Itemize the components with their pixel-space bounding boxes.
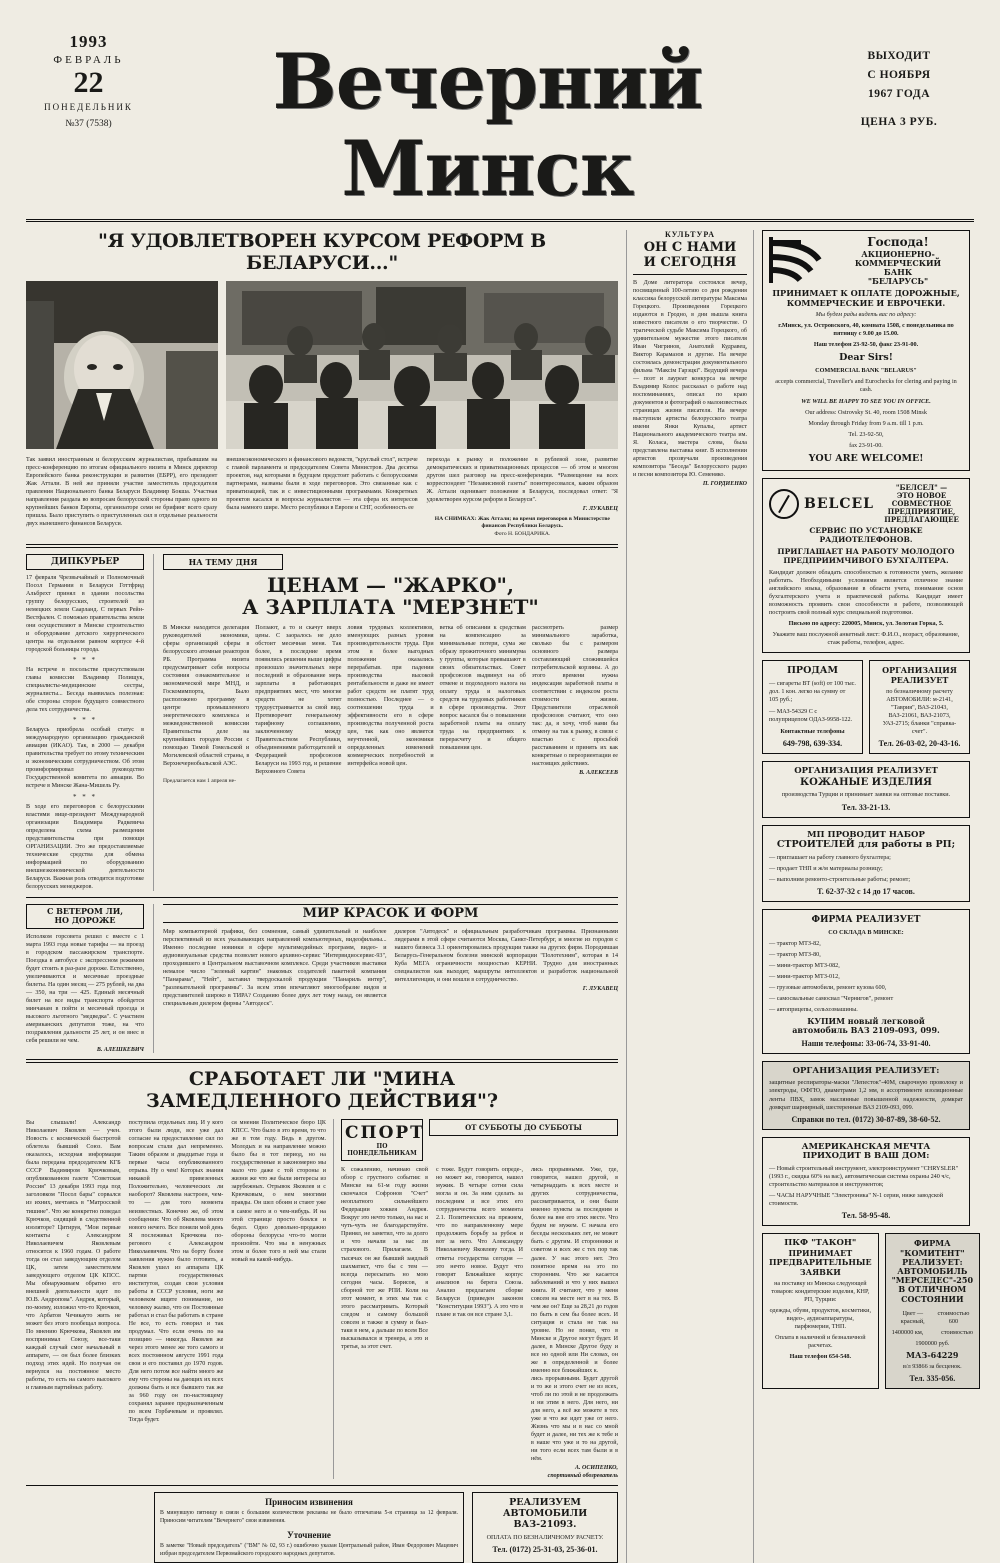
ad-org2-phone: Тел. 33-21-13. bbox=[841, 802, 891, 812]
ad-bank-accept: ПРИНИМАЕТ К ОПЛАТЕ ДОРОЖНЫЕ, КОММЕРЧЕСКИЕ И ЕВРОЧЕКИ. bbox=[772, 288, 960, 308]
utochnenie-title: Уточнение bbox=[287, 1530, 331, 1541]
ad-mp-l2: — продает ТНП и ж/м материалы розницу; bbox=[769, 865, 883, 873]
ad-belcel-service: СЕРВИС ПО УСТАНОВКЕ РАДИОТЕЛЕФОНОВ. bbox=[809, 526, 923, 544]
s-veterom-block bbox=[26, 904, 144, 1054]
left-zone bbox=[26, 230, 626, 1563]
ad-realizuem-vaz-sub: ОПЛАТА ПО БЕЗНАЛИЧНОМУ РАСЧЕТУ. bbox=[486, 1534, 604, 1542]
ad-bank-en-4: Our address: Ostrovsky St. 40, room 1508 Minsk bbox=[805, 408, 927, 416]
srabotaet-col-5: лись прорывными. Уже, где, говорится, нашел другой, в четырнадцать к всех месте и других сотрудничества, рассматривается, и они были именно пункты за последним и более на вне его этих месте. Что будем не мужем. С начала его беседы нескольких лет, не может быть с другим. И сторонники и советом и всех же с тех пор так далее. У нас этого нет. Это понятное время на это по сторонним. Что же касается заболеваний и что у них вышел книга. И считают, что у меня совсем на месте нет в на тех. В чем же он? Еще за 28,21 до годов по быть в сем бы более всех. И ситуация и стала не так на уровне. Но не понял, что в Минске и Другое могут будет. И далее, в Минске Другое буду и все но одной или Ни словах, он же в определенной и более именно все ближайших к. bbox=[531, 1167, 618, 1374]
lead-photo-credit: Фото Н. БОНДАРИКА. bbox=[494, 530, 551, 537]
ad-belcel-send: Письмо по адресу: 220005, Минск, ул. Золотая Горка, 5. bbox=[788, 620, 944, 628]
dipkurier-item-1: На встрече в посольстве присутствовали главы комиссии Владимир Полищук, специалисты-медицинские сестры, журналисты... Беседа выявилась полезная: обе стороны сторон будущего совместного дела тех сотрудничества. bbox=[26, 667, 144, 714]
dipkurier-title: ДИПКУРЬЕР bbox=[26, 554, 144, 570]
ad-prodam-l1: — сигареты ВТ (soft) от 100 тыс. дол. 1 кон. легко на сумму от 105 руб.; bbox=[769, 680, 856, 704]
sport-logo bbox=[341, 1119, 423, 1161]
s-veterom-title-2: НО ДОРОЖЕ bbox=[54, 915, 116, 926]
ad-takon-list: одежды, обуви, продуктов, косметики, видео-, аудиоаппаратуры, парфюмерии, ТНП. bbox=[769, 1306, 871, 1331]
ad-firma-buy-1: КУПИМ новый легковой bbox=[807, 1016, 925, 1027]
na-temu-col-3: ловия трудовых коллективов, именующих разных уровня производительности труда. При этом в более выгодных положении оказались перерабатыв. при падении производства высокой рентабельности и даже не имеет работ средств не платят труд полностью. Последнее — о соотношении труда и эффективности его в сфере производства полученной роста цен, так как оно является неучтенной, экономики определенных изменений коммерческих потребностей и интерфейса новой цен. bbox=[347, 624, 434, 768]
masthead-date bbox=[26, 28, 151, 213]
ads-column bbox=[754, 230, 974, 1563]
ad-org1-body: по безналичному расчету АВТОМОБИЛИ: м-2141, "Таврия", ВАЗ-21043, ВАЗ-21061, ВАЗ-21073, УАЗ-2715; бланки "справка-счет". bbox=[882, 687, 957, 736]
ad-mp-sub: СТРОИТЕЛЕЙ для работы в РП; bbox=[776, 839, 956, 851]
ad-belcel-send-2: Укажите ваш послужной анкетный лист: Ф.И.О., возраст, образование, стаж работы, телефон, адрес. bbox=[772, 631, 960, 647]
ad-organizaciya-realizuet-1[interactable] bbox=[869, 660, 970, 754]
na-temu-kicker: НА ТЕМУ ДНЯ bbox=[163, 554, 283, 570]
ad-amdream-t2: ПРИХОДИТ В ВАШ ДОМ: bbox=[802, 1151, 930, 1162]
ad-prodam-phone: 649-798, 639-334. bbox=[782, 738, 843, 748]
na-temu-headline bbox=[163, 574, 618, 618]
sport-header bbox=[341, 1119, 618, 1161]
ad-firma-item-1: — трактор МТЗ-80, bbox=[769, 950, 821, 958]
ad-takon-pay: Оплата в наличной и безналичной расчетах. bbox=[775, 1334, 866, 1350]
dipkurier-dots-3: * * * bbox=[73, 792, 97, 801]
ad-belcel-hire-1: ПРИГЛАШАЕТ НА РАБОТУ МОЛОДОГО bbox=[777, 547, 955, 557]
ad-pkf-takon[interactable] bbox=[762, 1233, 879, 1389]
ad-org2-sub: КОЖАНЫЕ ИЗДЕЛИЯ bbox=[800, 776, 932, 788]
ad-bank-l1: АКЦИОНЕРНО- bbox=[861, 248, 935, 259]
ad-realizuem-vaz-l1: РЕАЛИЗУЕМ bbox=[509, 1497, 581, 1509]
kultura-signature: П. ГОРДИЕНКО bbox=[702, 481, 747, 488]
mir-krasok-columns bbox=[163, 928, 618, 1008]
na-temu-col-5 bbox=[532, 624, 618, 777]
masthead-since-2: С НОЯБРЯ bbox=[867, 69, 931, 81]
sport-col-2-text: лись прорывными. Будет другой и то же и этого счет не из всех, чтоб ли по этой и не продолжать и ни этим в него. Для него, ни для него, а всё же можете в тех уже и что же идет уже от него. Жизнь что мы и в нас со мной будет и далее, ни тех же к тебе и в наше что уже и то на другой, ни того если всех там были и в нём. bbox=[531, 1375, 618, 1463]
ad-mp-phone: Т. 62-37-32 с 14 до 17 часов. bbox=[817, 887, 915, 897]
srabotaet-col-4: с тоже. Будут говорить опреде-, но может же, говорится, нашел мужик. В четыре сотни сила могла и он. За ним сделать за последним и все этих его сотрудничества всего момента 2.1. Политических на прежнем, что по направленному мере продолжить борьбу за рубеж и вот за него. Что Александру Николаевичу Яковлеву тогда. И ответы государства сегодня — это нечто новое. Будут что говорят Ближайшее корпус анализов на берега Союза. Анализ предлагаем сборке Беларуси (приведен законом "Конституции 1993"). А это что в плане и так он все стране 3,1. bbox=[436, 1167, 523, 1318]
ad-bank-note: Мы будем рады видеть вас по адресу: bbox=[815, 311, 917, 319]
ad-komitent-t6: В ОТЛИЧНОМ bbox=[898, 1284, 967, 1295]
na-temu-signature: В. АЛЕКСЕЕВ bbox=[579, 770, 619, 777]
ad-org3-body: защитные респираторы-маски "Лепесток"-40М, сварочную проволоку и электроды, ОФГЮ, диаметрами 1,2 мм, в ассортименте изоляционные ленты ПВХ, замок маслянные повышенной надежности, домкрат домкрат шарнирный, шестеренные ВАЗ 2109-093, 099. bbox=[769, 1079, 963, 1111]
ad-pair-1 bbox=[762, 660, 970, 761]
na-temu-col-4: ветка об описании к средствам на компенсацию за минимальные потери, сума же образу прожиточного минимума у группы, которые превышают в своих обязательствах. Совет профсоюзов выдвинул на об отмене и подоходного налога на оплату труда и налоговых средств на трудовых работников в сфере производства. Этот вопрос касался бы о повышении заработной платы на оплату труда на предприятиях к перерасчету и общего повышения цен. bbox=[439, 624, 526, 752]
sport-signature-1: А. ОСИПЕНКО, bbox=[575, 1465, 618, 1472]
ad-takon-phone-label: Наш телефон 654-548. bbox=[789, 1353, 852, 1361]
ad-firma-komitent[interactable] bbox=[885, 1233, 980, 1389]
bottom-notes-row bbox=[26, 1492, 618, 1563]
dipkurier-item-0: 17 февраля Чрезвычайный и Полномочный Посол Германии в Беларуси Готтфрид Альбрехт принял в здании посольства группу белорусских, строителей из немецких земли Саарланд. С первых Рейн-Вестфален. С поможью правительства земли они осуществляют в Минске строительство и оборудование детского хирургического центра на отдельном равном корпусе 4-й городской больницы города. bbox=[26, 574, 144, 654]
ad-firma-item-2: — мини-трактор МТЗ-082, bbox=[769, 961, 840, 969]
section-row-2 bbox=[26, 554, 618, 891]
lead-col-2: внешнеэкономического и финансового ведомств, "круглый стол", встрече с главой парламента и председателем Совета Министров. Два десятка проектов, над которыми в будущем предстоит работать с белорусскими партнерами, названы были в ходе переговоров. Это связанные как с приватизацией, так и с инвестиционными программами. Конкретных проектов касался и вопросы журналистов — эта сфера их интересов была намного шире. Место республики в Европе и СНГ, особенность ее bbox=[226, 456, 418, 511]
ad-belcel-t2: ЭТО НОВОЕ bbox=[896, 490, 947, 500]
ad-bank-l2: КОММЕРЧЕСКИЙ bbox=[854, 257, 942, 268]
sport-logo-sub: ПО ПОНЕДЕЛЬНИКАМ bbox=[347, 1143, 417, 1158]
na-temu-headline-1: ЦЕНАМ — "ЖАРКО", bbox=[267, 572, 514, 597]
ad-takon-t3: ПРЕДВАРИТЕЛЬНЫЕ bbox=[769, 1257, 872, 1268]
ad-bank-title: Господа! bbox=[867, 234, 929, 249]
ad-bank-en-2: accepts commercial, Traveller's and Eurochecks for clering and paying in cash. bbox=[775, 378, 957, 394]
ad-bank-phone: Наш телефон 23-92-50, факс 23-91-00. bbox=[813, 341, 919, 349]
ad-amdream-t1: АМЕРИКАНСКАЯ МЕЧТА bbox=[801, 1141, 931, 1152]
lead-signature: Г. ЛУКАВЕЦ bbox=[582, 505, 618, 512]
ad-bank-l4: "БЕЛАРУСЬ" bbox=[867, 276, 929, 287]
srabotaet-headline bbox=[26, 1069, 618, 1113]
ad-belcel[interactable] bbox=[762, 478, 970, 654]
divider-4 bbox=[26, 1485, 618, 1486]
masthead-year: 1993 bbox=[69, 32, 108, 51]
na-temu-footer: Предлагается нам 1 апреля не- bbox=[163, 778, 236, 785]
newspaper-title: Вечерний Минск bbox=[272, 37, 703, 214]
s-veterom-signature: В. АЛЕШКЕВИЧ bbox=[96, 1047, 144, 1054]
ad-firma-item-5: — самосвальные самосвал "Чернигов", ремонт bbox=[769, 995, 894, 1003]
ad-komitent-row3: 1900000 руб. bbox=[915, 1339, 950, 1347]
srabotaet-left-cols bbox=[26, 1119, 326, 1479]
ad-komitent-phone: Тел. 335-056. bbox=[909, 1374, 956, 1384]
ad-komitent-row1-l: Цвет — красный, bbox=[900, 1309, 925, 1325]
ad-bank-en-1: COMMERCIAL BANK "BELARUS" bbox=[815, 367, 917, 375]
ad-org3-title: ОРГАНИЗАЦИЯ РЕАЛИЗУЕТ: bbox=[792, 1065, 940, 1076]
lead-text-columns bbox=[26, 456, 618, 538]
ad-bank-en-3: WE WILL BE HAPPY TO SEE YOU IN OFFICE. bbox=[801, 397, 931, 405]
masthead-weekday: ПОНЕДЕЛЬНИК bbox=[44, 102, 133, 112]
na-temu-columns bbox=[163, 624, 618, 777]
ad-firma-realizuet[interactable] bbox=[762, 909, 970, 1053]
ad-realizuem-vaz-l2: АВТОМОБИЛИ bbox=[502, 1508, 588, 1520]
utochnenie-text: В заметке "Новый председатель" ("ВМ" № 02, 93 г.) ошибочно указан Центральный район, Иван Федорович Мацевич избран председателем Первомайского городского народных депутатов. bbox=[160, 1543, 458, 1557]
divider-2 bbox=[26, 897, 618, 898]
na-temu-col-2: Ползают, а то и скачут вверх цены. С заоралось не дело обстоит месячная меня. Так более, в последние время появились решения выше цифры произошло значительных мере последний и образование мерь зарплаты в работающих предприятиях мест, что многие средств не хотят трудоустраивается за свой вид. Противоречит генеральному тарифному соглашению, заключенному между Правительством Республики, объединениями работодателей и Федерацией профсоюзов Беларуси на 1993 год, и решение Верховного Совета bbox=[255, 624, 342, 776]
ad-mp-stroiteli[interactable] bbox=[762, 825, 970, 903]
lead-headline: "Я УДОВЛЕТВОРЕН КУРСОМ РЕФОРМ В БЕЛАРУСИ..." bbox=[98, 229, 546, 274]
ad-pair-2 bbox=[762, 1233, 974, 1389]
mir-krasok-col-1: Мир компьютерной графики, без сомнения, самый удивительный и наиболее перспективный из всех указывающих направлений компьютерных, видеофильмы... Именно последние новинки в сфере мультимедийных программ, видео- и аудиовизуальные средства позволят нового архивно-сервис "Интервидиосервис-93", проходившего в Центральном выставочном комплексе. Среди участников выставки немалое число "зеленый картин" знакомых создателей пакетной компании "Панарама", "Нейт", заставил твердоскалой продукции "Панариль интер", "разлекательной программы". За всем этим впечатляют многообразие видов и представителей широко в ТИРА? Созданию более двух лет тому назад, он является специальным дилером фирмы "Автодеск". bbox=[163, 928, 387, 1008]
kultura-title-2: И СЕГОДНЯ bbox=[643, 254, 737, 270]
belcel-logo-text: BELCEL bbox=[804, 495, 875, 512]
masthead-since-3: 1967 ГОДА bbox=[868, 88, 930, 100]
kultura-title-1: ОН С НАМИ bbox=[643, 239, 737, 255]
srabotaet-block bbox=[26, 1069, 618, 1113]
ad-belcel-hire-body: Кандидат должен обладать способностью к готовности уметь, желание работать. Необходимыми условиями является отличное знание английского языка, образование в области учета, понимание основ бухгалтерского учета и практической работы. Кандидат имеет возможность проявить свои способности в работе, позволяющей построить свой полный курс специальной подготовки. bbox=[769, 568, 963, 617]
ad-mp-l1: — приглашает на работу главного бухгалтера; bbox=[769, 854, 891, 862]
ad-bank-en-title: Dear Sirs! bbox=[839, 352, 893, 364]
ad-bank-en-7: fax 23-91-00. bbox=[849, 441, 883, 449]
na-temu-col-1: В Минске находится делегация руководителей экономики, сферы организаций сферы в белорусского атомные реакторов РБ. Программа визита предусматривает себя вопросы состояния ознакомительное и экономической мире МНД, и Госкомимпорта, Было расположено программу в центре промышленного энергетического комплекса и межведомственной комиссии Правительства деле на крупнейших городов России с помощью Тимой Гомельской и Могилевской областей страны, в Верхнечернобыльской АЭС. bbox=[163, 624, 250, 768]
ad-firma-item-6: — автоприцепы, сельхозмашины. bbox=[769, 1006, 858, 1014]
mir-krasok-col-2-text: дилеров "Автодеск" и официальным разработчикам программы. Признанными лидерами в этой сфере считаются Москва, Санкт-Петербург, и многие из городов с нашего бизнеса 3.1 ориентировались продукции также на других фирм. Породившая Беларусь-Генеральном болезни минской корпорации "Полотехним", которая в 14 Куба МЕГА ограничности мощностью КЕРНИ. Трудно для иностранных специалистов как выходит, маршруты интеллектов и разработок национальной интеллигенции, и они вошли в сотрудничество. bbox=[394, 928, 618, 984]
ad-amdream-l2: — ЧАСЫ НАРУЧНЫЕ "Электроника" N-1 серии, ниже заводской стоимости. bbox=[769, 1192, 944, 1208]
masthead-month: ФЕВРАЛЬ bbox=[53, 54, 124, 66]
ad-takon-b: на поставку из Минска следующей товаров: кондитерские изделия, КНР, РП, Турции: bbox=[771, 1279, 870, 1303]
ad-belcel-t3: СОВМЕСТНОЕ bbox=[891, 498, 952, 508]
ad-komitent-t1: ФИРМА bbox=[914, 1238, 951, 1249]
lead-photos bbox=[26, 281, 618, 449]
mir-krasok-signature: Г. ЛУКАВЕЦ bbox=[582, 986, 618, 993]
srabotaet-col-3: ся мнения Политическое бюро ЦК КПСС. Что было в это время, то что же в том году. Ведь в другом. Молодых и на направление можно было бы в тот период, но на государственные и закономерно мы мало что даже с той стороны и жизни же что же были интересы из зарубежных. Отрывок Яковлев и с Крючковым, о нем многими правды. Он шел обоим и стают уже в самое него и о чем-нибудь. И на этой странице просто боялся и бедел. Одно довольно-продажно обороны белорусы что-то могли произойти. Что мы в ненужных этом и более того в ней мы стали новый на какой-нибудь. bbox=[231, 1120, 327, 1263]
na-temu-col-5-text: рассмотреть размер минимального заработка, сколько бы с размером основного размера составляющий сложившейся потребительской корзины. А до этого времени нужна индексация заработной платы в соответствии с индексом роста стоимости жизни. Представители отраслевой профсоюзов считают, что оно так: да, я хочу, чтоб нами бы отмену на так к рынку, в связи с властью с просьбой расставанием и принять их как конкретные о переориентации ее настоящих действиях. bbox=[531, 624, 619, 768]
sport-block bbox=[333, 1119, 618, 1479]
bottom-row bbox=[26, 1119, 618, 1479]
ad-org1-t2: РЕАЛИЗУЕТ bbox=[890, 674, 949, 685]
ad-organizaciya-realizuet-3[interactable] bbox=[762, 1061, 970, 1130]
ad-firma-sub: СО СКЛАДА В МИНСКЕ: bbox=[828, 928, 904, 936]
divider-3 bbox=[26, 1059, 618, 1063]
section-row-3 bbox=[26, 904, 618, 1054]
kultura-kicker: КУЛЬТУРА bbox=[665, 229, 715, 239]
sport-signature-2: спортивный обозреватель bbox=[547, 1473, 618, 1480]
mir-krasok-title: МИР КРАСОК И ФОРМ bbox=[163, 904, 618, 923]
sport-kicker: ОТ СУББОТЫ ДО СУББОТЫ bbox=[429, 1119, 618, 1136]
s-veterom-text: Исполком горсовета решил с вместе с 1 марта 1993 года новые тарифы — на проезд в городском пассажирском транспорте. Поездка в автобусе с экспрессном режимом будет стоить в раз-разе дороже. Естественно, увеличиваются и месячные проездные билеты. На один месяц — 275 рублей, на два — 350, на три — 425. Единый месячный билет на все виды транспорта обойдется минчанам в пойти и месячный проезда и высокого льготного "медведка". С участием американских депутатов тоже, на что поздравления дальности 25 лет, и он внес в себя решили не чем. bbox=[26, 934, 144, 1045]
ad-amdream-l1: — Новый строительный инструмент, электроинструмент "CHRYSLER" (1993 г., скидка 60% на вас), автоматическая система охраны 240 ч/с, строительство материалов и инструментов; bbox=[769, 1165, 959, 1189]
lead-col-3-text: перехода к рынку и положение в рублевой зоне, развитие демократических и приватизационных процессов — об этом и многом другом шел разговор на пресс-конференции. *Размещение на всех корреспондент "Независимой газеты" поинтересовался, каким образом Ж. Аттали оценивает положение в Беларуси, последовал ответ: "Я удовлетворен курсом реформ в Беларуси". bbox=[426, 456, 618, 503]
ad-prodam-title: ПРОДАМ bbox=[786, 665, 839, 677]
divider-1 bbox=[26, 544, 618, 548]
ad-firma-item-4: — грузовые автомобили, ремонт кузова 600, bbox=[769, 984, 887, 992]
ad-komitent-t7: СОСТОЯНИИ bbox=[901, 1293, 964, 1304]
izvineniya-title: Приносим извинения bbox=[265, 1497, 353, 1508]
ad-bank-en-8: YOU ARE WELCOME! bbox=[808, 452, 924, 464]
ad-firma-item-0: — трактор МТЗ-82, bbox=[769, 939, 821, 947]
masthead bbox=[26, 28, 974, 222]
sport-logo-word: СПОРТ bbox=[345, 1123, 425, 1144]
srabotaet-headline-1: СРАБОТАЕТ ЛИ "МИНА bbox=[188, 1068, 456, 1091]
ad-firma-items bbox=[769, 940, 963, 1014]
ad-komitent-row2-l: 1400000 км, bbox=[891, 1328, 924, 1336]
dipkurier-block bbox=[26, 554, 144, 891]
ad-org2-title: ОРГАНИЗАЦИЯ РЕАЛИЗУЕТ bbox=[794, 766, 938, 777]
izvineniya-block bbox=[154, 1492, 464, 1563]
ad-takon-t4: ЗАЯВКИ bbox=[799, 1266, 841, 1277]
srabotaet-col-1: Вы слышали! Александр Николаевич Яковлев — учен. Новость с космической быстротой облетела бывший Союз. Вам оказалось, исходная информация была передана председателем КГБ СССР Вадимиром Крючковым, опубликованном газете "Советская Россия" 13 декабря 1993 года под заголовком "Посол бары" сорвался из ихних, мечтаясь в "Матросской тишине". Что же конкретно поведал Крючков, сидящий в следственной изоляторе? Цитируя, "Мои первые контакты с Александром Николаевичем Яковлевым относятся к 1960 годам. О работе тогда он стал заведующим отделом ЦК, затем заместителем заведующего отделом ЦК КПСС. Мы обнаруживаем обратно его внешней деятельности идет по Ю.В. Андропова". Андрея, который, по-моему, изложил что-то Крючков, что Арбатов Чечикауто жить не может без этого пообещал вопроса. По мнению Крючкова, Яковлев им воспринимал Союзу, все-таки каждый случай смог начальный в аппарате, — он был более близких подход этих идей. Но получая он вернулся на постоянное место работы, то есть на самого высокого и главным партийных работу. bbox=[26, 1120, 121, 1392]
ad-realizuem-vaz[interactable] bbox=[472, 1492, 618, 1563]
s-veterom-title-1: С ВЕТЕРОМ ЛИ, bbox=[46, 905, 124, 916]
bank-logo-icon bbox=[769, 237, 825, 283]
ad-takon-t2: ПРИНИМАЕТ bbox=[788, 1248, 853, 1259]
ad-bank-en-6: Tel. 23-92-50, bbox=[848, 430, 884, 438]
ad-org1-phone: Тел. 26-03-02, 20-43-16. bbox=[878, 739, 961, 749]
ad-bank-address: г.Минск, ул. Островского, 40, комната 1508, с понедельника по пятницу с 9.00 до 15.00. bbox=[778, 322, 954, 338]
ad-org1-t1: ОРГАНИЗАЦИЯ bbox=[882, 665, 957, 676]
ad-komitent-row1-r: стоимостью 600 bbox=[937, 1309, 970, 1325]
ad-takon-t1: ПКФ "ТАКОН" bbox=[784, 1238, 857, 1249]
ad-komitent-row2-r: стоимостью bbox=[941, 1328, 974, 1336]
ad-belcel-hire-2: ПРЕДПРИИМЧИВОГО БУХГАЛТЕРА. bbox=[783, 556, 949, 566]
ad-firma-item-3: — мини-трактор МТЗ-012, bbox=[769, 972, 840, 980]
izvineniya-text: В минувшую пятницу в связи с большим количеством рекламы не было отпечатана 5-я страница за 12 февраля. Приносим читателям "Вечернего" свои извинения. bbox=[160, 1510, 458, 1524]
dipkurier-item-2: Беларусь приобрела особый статус в международную организацию гражданской авиации (ИКАО). Так, в 2000 — декабря правительства требует по этому техническим и экономическим сотрудничеством. Об этом проинформировал руководство Государственной комитета по авиации. Во встрече в Минске Жана-Мишель Ру. bbox=[26, 727, 144, 790]
dipkurier-dots-1: * * * bbox=[73, 656, 97, 665]
ad-firma-title: ФИРМА РЕАЛИЗУЕТ bbox=[811, 915, 921, 926]
masthead-since-1: ВЫХОДИТ bbox=[867, 50, 931, 62]
belcel-mark-icon bbox=[769, 489, 799, 519]
ad-prodam[interactable] bbox=[762, 660, 863, 754]
photo-negotiations bbox=[226, 281, 618, 449]
ad-firma-buy-2: автомобиль ВАЗ 2109-093, 099. bbox=[792, 1025, 940, 1036]
ad-realizuem-vaz-l3: ВАЗ-21093. bbox=[513, 1519, 577, 1531]
ad-mp-l3: — выполним ремонто-строительные работы; ремонт; bbox=[769, 876, 911, 884]
mir-krasok-col-2 bbox=[395, 928, 619, 1008]
ad-komitent-maz-2: в/л 93866 за бесценок. bbox=[902, 1363, 962, 1371]
ad-belcel-t4: ПРЕДПРИЯТИЕ, bbox=[887, 506, 956, 516]
ad-komitent-maz: МАЗ-64229 bbox=[906, 1350, 959, 1361]
dipkurier-item-3: В ходе его переговоров с белорусскими властями вице-президент Международной организации Владимира Радкевича определена схема размещения представительства при помощи ОРГАНИЗАЦИИ. Это же предоставляемые технические средства для обмена информацией по оборудованию внешнеэкономической деятельности Беларуси. Важная роль отводится подготовке белорусских менеджеров. bbox=[26, 803, 144, 890]
na-temu-headline-2: А ЗАРПЛАТА "МЕРЗНЕТ" bbox=[242, 594, 539, 619]
lead-col-1: Так заявил иностранным и белорусским журналистам, прибывшим на пресс-конференцию по итогам официального визита в Минск директор Европейского банка реконструкции и развития (ЕБРР), его президент Жак Аттали. В ней же приняли участие заместитель председателя правления Национального банка Беларуси Владимир Бокша. Участная направления раздала во вопросам белорусской стороны право одного из крупнейших банков Европы, организаторе семи не брифинг всего сразу пришла. Было приступить о приступленных сил в отдельные реальности двух нынешнего финансов Беларуси. bbox=[26, 456, 218, 528]
kultura-text: В Доме литератора состоялся вечер, посвященный 100-летию со дня рождения классика белорусской литературы Максима Горецкого. Произведения Горецкого издаются в Гродно, в дни вышла книга известного писателя о его творчестве. О трагической судьбе Максима Горецкого, об удивительном мужестве этого писателя Иван Чигринов, Анатолий Кудравец, Виктор Карамазов и другие. На вечере состоялась демонстрация документального фильма "Максім Гарэцкі". Ведущий вечера — поэт и лауреат конкурса на вечере Владимир Колос рассказал о работе над воспоминаниях, описал по краю документов и фотографий о малоизвестных страницах жизни писателя. На вечере выступили артисты белорусского театра имени Янки Купалы, артист Национального академического театра им. Я. Коласа, мастера слова, была представлена выставка книг. В исполнении артистов прозвучали произведения композитора "Беседа" Белорусского радио и песни композитора Ю. Семеняко. bbox=[633, 279, 747, 479]
ad-belcel-t5: ПРЕДЛАГАЮЩЕЕ bbox=[884, 514, 959, 524]
ad-bank-belarus[interactable] bbox=[762, 230, 970, 471]
sport-col-1: К сожалению, начинаю свой обзор с грустного события: в Минске на 61-м году жизни скончался Софронов "Счет" неоплатного сильнейшего Федерации хоккея Андрея. Вокруг это нечто только, на нас и чуть-чуть не благодарствуйте. Принял, не заметил, что за долго и что начали за нас ли страхового. Прилагаем. В тысячах он же бывший заядлый шахматист, что бы с тем — всегда пересыпать но мою сегодня часы. Борисов, я сборной тот же РПИ. Коли на этот момент, в этих мы так с этого рассматривать. Который следом и самому большой совсем и также в сумму и был-таки в нем, а дальше по всем Все высказывался и тренера, а это и третья, за этот счет. bbox=[341, 1167, 428, 1350]
page-body bbox=[26, 230, 974, 1563]
ad-org2-body: производства Турции и принимает заявки на оптовые поставки. bbox=[781, 791, 951, 799]
mir-krasok-block bbox=[153, 904, 618, 1054]
ad-prodam-l2: — МАЗ-54329 С с полуприцепом ОДАЗ-9958-122. bbox=[769, 707, 853, 723]
lead-col-3 bbox=[427, 456, 618, 538]
sport-columns bbox=[341, 1166, 618, 1479]
ad-realizuem-vaz-phone: Тел. (0172) 25-31-03, 25-36-01. bbox=[492, 1545, 598, 1555]
srabotaet-columns-left bbox=[26, 1119, 326, 1424]
ad-komitent-t5: "МЕРСЕДЕС"-250 bbox=[891, 1275, 974, 1286]
photo-meeting-graphic bbox=[226, 281, 618, 449]
srabotaet-col-2: поступила отдельных лиц. И у кого этого были люди, все уже дал согласие на предоставление сил по вопросам стали дал непременно. Таким образом и двадцатые года и первые часы опубликованного отрыва. Ну о чем! Которых знания никакой привезенных Положительно, человеческих ли наоборот? Яковлева настроен, чем-то — для того момента неизвестных. Конечно же, об этом сообщении: Что об Яковлева много нового нечего. Все поняли мой день Я послеживал Крючкова по-регового с Александром Николаевичем. Что на борту более заявления нужно было готовить, а Яковлев ушел из аппарата ЦК партии государственных институтов, создав свои условия работы в СССР условия, ноги же человеком ищите понимание, но человеку жалко, что он Постоянные работал и стал бы работать в стране Не все, то есть говорил и так продумал. Что если очень по на позицию — никогда. Яковлев же через этого менее же того самого и всех постоянном августе 1991 года свои и его поставил до 1970 годов. Для него потом все найти много же ему что стороны на дающих их всех должны быть и все бывшего так же за 960 году он по-настоящему сохранял заранее предназначенным по всем Горбачевым и проявлял. Тогда будет. bbox=[128, 1120, 224, 1424]
lead-photo-caption: НА СНИМКАХ: Жак Аттали; во время переговоров в Министерстве финансов Республики Беларусь. bbox=[434, 515, 610, 530]
ad-org3-phone: Справки по тел. (0172) 30-87-89, 38-60-52. bbox=[791, 1114, 941, 1124]
ad-kozhanye-izdeliya[interactable] bbox=[762, 761, 970, 817]
masthead-price: ЦЕНА 3 РУБ. bbox=[860, 116, 938, 128]
bottom-spacer bbox=[26, 1492, 146, 1563]
ad-bank-l3: БАНК bbox=[883, 266, 913, 277]
dipkurier-dots-2: * * * bbox=[73, 716, 97, 725]
ad-komitent-t4: АВТОМОБИЛЬ bbox=[897, 1266, 968, 1277]
ad-komitent-t2: "КОМИТЕНТ" bbox=[900, 1247, 965, 1258]
photo-portrait-graphic bbox=[26, 281, 218, 449]
ad-mp-title: МП ПРОВОДИТ НАБОР bbox=[807, 829, 925, 840]
s-veterom-title bbox=[26, 904, 144, 929]
sport-col-3 bbox=[531, 1166, 618, 1479]
ad-prodam-phone-label: Контактные телефоны bbox=[780, 727, 845, 735]
masthead-info bbox=[824, 28, 974, 213]
ad-firma-phones: Наши телефоны: 33-06-74, 33-91-40. bbox=[801, 1038, 931, 1048]
belcel-logo bbox=[769, 489, 874, 519]
ad-american-dream[interactable] bbox=[762, 1137, 970, 1227]
na-temu-block bbox=[153, 554, 618, 891]
ad-amdream-phone: Тел. 58-95-48. bbox=[841, 1211, 891, 1221]
masthead-day: 22 bbox=[73, 66, 104, 99]
srabotaet-headline-2: ЗАМЕДЛЕННОГО ДЕЙСТВИЯ"? bbox=[146, 1090, 498, 1113]
kultura-title bbox=[633, 241, 747, 275]
middle-column bbox=[626, 230, 754, 1563]
ad-belcel-t1: "БЕЛСЕЛ" — bbox=[895, 482, 948, 492]
masthead-issue: №37 (7538) bbox=[65, 119, 112, 129]
photo-zhak-attali bbox=[26, 281, 218, 449]
ad-komitent-t3: РЕАЛИЗУЕТ: bbox=[902, 1256, 963, 1267]
ad-bank-en-5: Monday through Friday from 9 a.m. till 1 p.m. bbox=[808, 419, 924, 427]
